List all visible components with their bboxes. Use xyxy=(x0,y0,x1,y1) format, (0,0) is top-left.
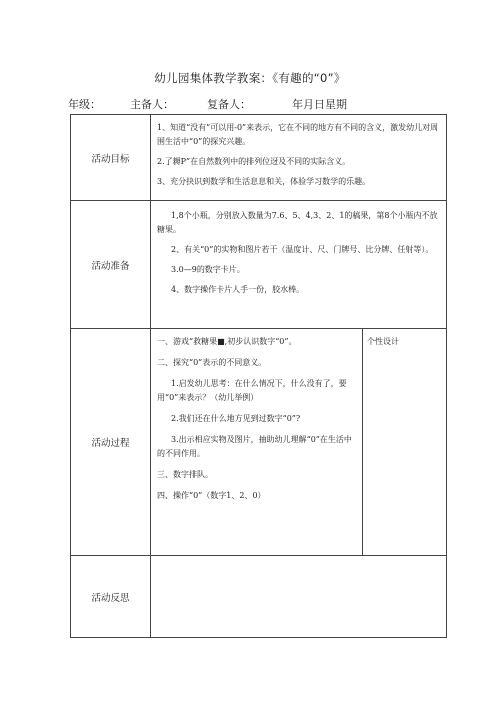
personal-design-label: 个性设计 xyxy=(367,337,399,346)
reflection-row xyxy=(71,556,447,638)
goal-item: 1、知道“没有”可以用-0”来表示，它在不同的地方有不同的含义，激发幼儿对周围生活中“0”的探究兴趣。 xyxy=(157,123,439,146)
process-row xyxy=(71,329,447,556)
goals-label: 活动目标 xyxy=(71,115,151,201)
reflection-label: 活动反思 xyxy=(71,556,151,638)
goals-row xyxy=(71,115,447,201)
process-content xyxy=(151,329,447,556)
personal-design-column xyxy=(362,329,446,555)
process-step: 四、操作“0”（数字1、2、0） xyxy=(157,491,266,500)
goals-content xyxy=(151,115,447,201)
process-step: 1.启发幼儿思考：在什么情况下，什么没有了，要用“0”来表示？（幼儿举例） xyxy=(157,379,347,402)
process-step: 二、探究“0”表示的不同意义。 xyxy=(157,358,267,367)
preparation-content xyxy=(151,201,447,329)
preparation-item: 1,8个小瓶，分别放入数量为7.6、5、4,3、2、1的稿果，第8个小瓶内不放糖果。 xyxy=(157,211,438,234)
preparation-item: 3.0—9的数字卡片。 xyxy=(171,265,245,274)
preparation-item: 4、数字操作卡片人手一份，胶水棒。 xyxy=(171,285,305,294)
lesson-plan-table xyxy=(70,114,447,638)
goal-item: 3、充分抉识到数学和生活息息和关，体验学习数学的乐趣。 xyxy=(157,177,371,186)
grade-label: 年级： xyxy=(68,98,101,111)
process-step: 一、游戏“救糖果■,初步认识数字“0”。 xyxy=(157,337,297,346)
process-step: 三、数字排队。 xyxy=(157,470,213,479)
process-step: 2.我们还在什么地方见到过数字“0”? xyxy=(171,414,301,423)
co-preparer-label: 复备人： xyxy=(207,98,251,111)
reflection-content xyxy=(151,556,447,638)
meta-row xyxy=(0,96,500,110)
preparation-item: 2、有关“0”的实物和图片若干（温度计、尺、门牌号、比分牌、任射等）。 xyxy=(171,245,434,254)
process-steps xyxy=(151,329,362,555)
preparation-label: 活动准备 xyxy=(71,201,151,329)
goal-item: 2.了耨P”在自然数列中的排列位迓及不同的实际含义。 xyxy=(157,157,351,166)
document-title: 幼儿园集体教学教案：《有趣的“0”》 xyxy=(154,71,346,85)
date-label: 年月日星期 xyxy=(292,98,347,111)
process-step: 3.出示相应实物及图片，抽助幼儿理解“0”在生活中的不同作用。 xyxy=(157,435,352,458)
process-label: 活动过程 xyxy=(71,329,151,556)
preparation-row xyxy=(71,201,447,329)
lead-preparer-label: 主备人： xyxy=(130,98,174,111)
